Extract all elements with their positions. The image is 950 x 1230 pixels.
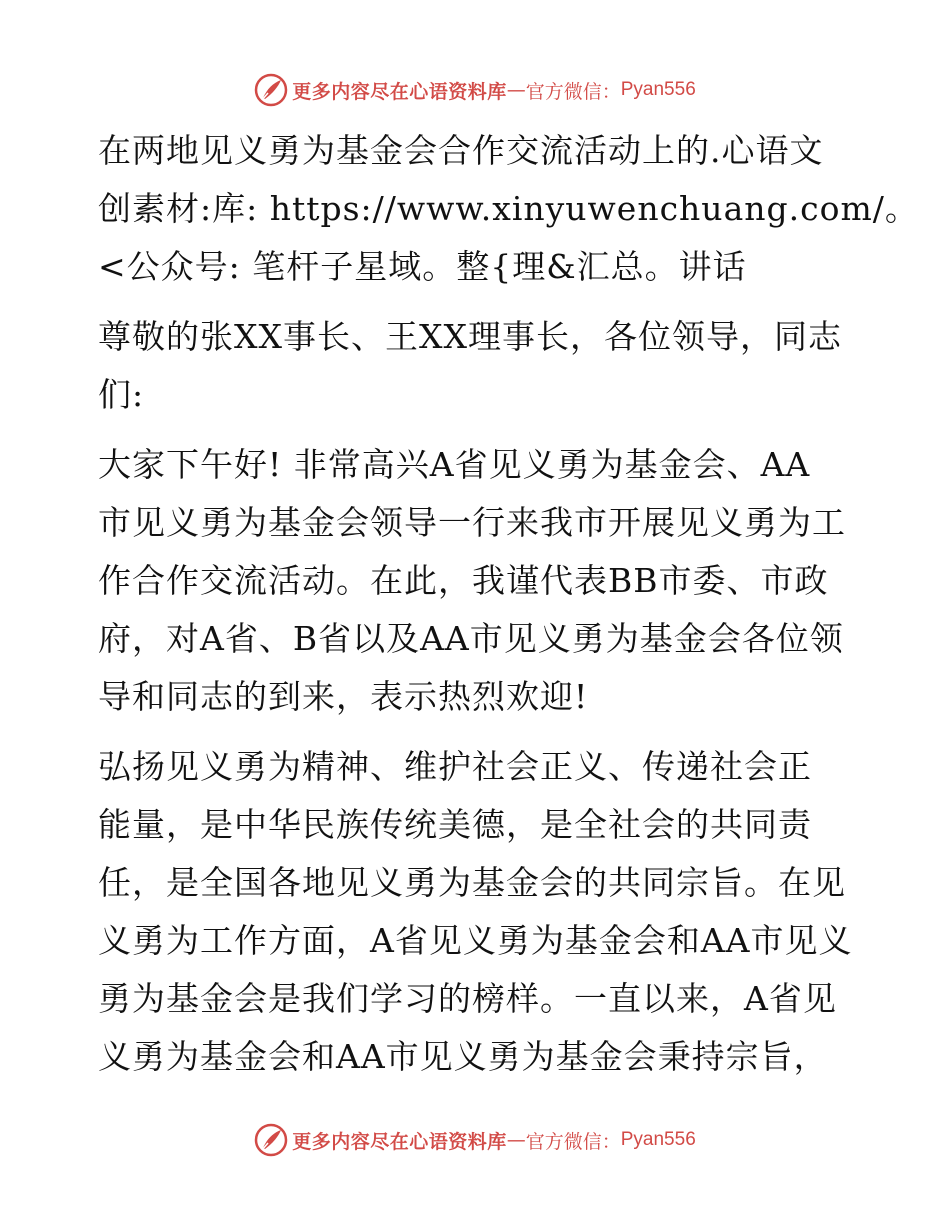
text-line: <公众号: 笔杆子星域。整{理&汇总。讲话 [98, 247, 747, 286]
paragraph-spirit [98, 738, 858, 1086]
text-line: 作合作交流活动。在此，我谨代表BB市委、市政 [98, 561, 829, 600]
text-line: 义勇为工作方面，A省见义勇为基金会和AA市见义 [98, 921, 853, 960]
text-line: 弘扬见义勇为精神、维护社会正义、传递社会正 [98, 747, 812, 786]
text-line: 创素材:库: https://www.xinyuwenchuang.com/。 [98, 189, 919, 228]
header-watermark [0, 70, 950, 110]
text-line: 能量，是中华民族传统美德，是全社会的共同责 [98, 805, 812, 844]
watermark-wechat-id: Pyan556 [620, 79, 696, 100]
text-line: 尊敬的张XX事长、王XX理事长，各位领导，同志 [98, 317, 842, 356]
watermark-dash: — [506, 1129, 526, 1151]
text-line: 府，对A省、B省以及AA市见义勇为基金会各位领 [98, 619, 844, 658]
text-line: 勇为基金会是我们学习的榜样。一直以来，A省见 [98, 979, 837, 1018]
watermark-wechat-label: 官方微信： [525, 1130, 621, 1153]
footer-watermark [0, 1120, 950, 1160]
text-line: 们: [98, 375, 145, 414]
paragraph-salutation [98, 308, 858, 424]
quill-logo-icon [254, 73, 288, 107]
watermark-wechat-label: 官方微信： [525, 80, 621, 103]
text-line: 导和同志的到来，表示热烈欢迎! [98, 677, 589, 716]
watermark-dash: — [506, 79, 526, 101]
paragraph-welcome [98, 436, 858, 726]
text-line: 在两地见义勇为基金会合作交流活动上的.心语文 [98, 131, 824, 170]
text-line: 市见义勇为基金会领导一行来我市开展见义勇为工 [98, 503, 846, 542]
text-line: 义勇为基金会和AA市见义勇为基金会秉持宗旨， [98, 1037, 828, 1076]
watermark-wechat-id: Pyan556 [620, 1129, 696, 1150]
text-line: 大家下午好! 非常高兴A省见义勇为基金会、AA [98, 445, 811, 484]
document-body [98, 122, 919, 1098]
watermark-brand: 更多内容尽在心语资料库 [292, 80, 507, 103]
quill-logo-icon [254, 1123, 288, 1157]
paragraph-title [98, 122, 919, 296]
text-line: 任，是全国各地见义勇为基金会的共同宗旨。在见 [98, 863, 846, 902]
watermark-brand: 更多内容尽在心语资料库 [292, 1130, 507, 1153]
